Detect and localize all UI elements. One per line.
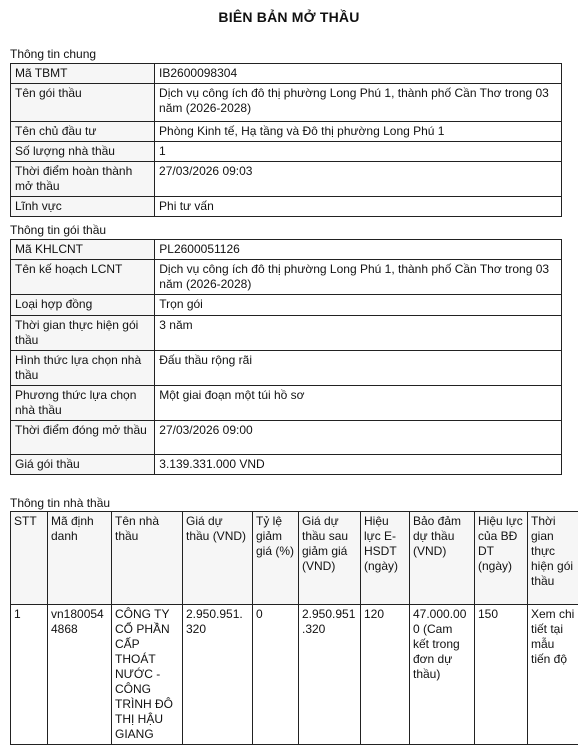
column-header: Hiệu lực của BĐ DT (ngày) (475, 512, 528, 605)
field-value: IB2600098304 (155, 64, 562, 84)
field-label: Lĩnh vực (11, 197, 155, 217)
general-info-table (10, 63, 562, 217)
field-value: 3 năm (155, 316, 562, 351)
general-row (11, 84, 562, 122)
column-header: Giá dự thầu (VND) (183, 512, 253, 605)
field-value: 3.139.331.000 VND (155, 455, 562, 475)
document-title: BIÊN BẢN MỞ THẦU (218, 9, 360, 25)
column-header: Giá dự thầu sau giảm giá (VND) (299, 512, 361, 605)
bidder-cell: 1 (11, 605, 48, 745)
field-label: Giá gói thầu (11, 455, 155, 475)
bidder-row (11, 605, 578, 745)
general-row (11, 197, 562, 217)
bidder-info-heading: Thông tin nhà thầu (10, 496, 111, 510)
field-label: Tên gói thầu (11, 84, 155, 122)
column-header: Bảo đảm dự thầu (VND) (410, 512, 475, 605)
field-label: Tên kế hoạch LCNT (11, 260, 155, 295)
field-value: Dịch vụ công ích đô thị phường Long Phú 1, thành phố Cần Thơ trong 03 năm (2026-2028) (155, 84, 562, 122)
general-row (11, 64, 562, 84)
field-label: Thời điểm đóng mở thầu (11, 421, 155, 455)
package-row (11, 295, 562, 316)
field-value: 1 (155, 142, 562, 162)
bidder-cell: vn1800544868 (48, 605, 112, 745)
field-label: Thời điểm hoàn thành mở thầu (11, 162, 155, 197)
column-header: STT (11, 512, 48, 605)
package-row (11, 455, 562, 475)
column-header: Mã định danh (48, 512, 112, 605)
field-label: Hình thức lựa chọn nhà thầu (11, 351, 155, 386)
bidder-cell: 150 (475, 605, 528, 745)
general-row (11, 122, 562, 142)
package-row (11, 386, 562, 421)
field-label: Mã TBMT (11, 64, 155, 84)
field-label: Mã KHLCNT (11, 240, 155, 260)
field-label: Số lượng nhà thầu (11, 142, 155, 162)
bidder-cell: 47.000.000 (Cam kết trong đơn dự thầu) (410, 605, 475, 745)
bidder-cell: 0 (253, 605, 299, 745)
bidder-cell: Xem chi tiết tại mẫu tiến độ (528, 605, 578, 745)
package-row (11, 240, 562, 260)
package-row (11, 421, 562, 455)
field-label: Loại hợp đồng (11, 295, 155, 316)
field-value: Một giai đoạn một túi hồ sơ (155, 386, 562, 421)
package-info-heading: Thông tin gói thầu (10, 223, 107, 237)
field-value: Trọn gói (155, 295, 562, 316)
column-header: Hiệu lực E-HSDT (ngày) (361, 512, 410, 605)
general-row (11, 142, 562, 162)
bidder-cell: 2.950.951.320 (299, 605, 361, 745)
package-row (11, 351, 562, 386)
column-header: Thời gian thực hiện gói thầu (528, 512, 578, 605)
field-value: Phi tư vấn (155, 197, 562, 217)
field-value: 27/03/2026 09:03 (155, 162, 562, 197)
field-value: Đấu thầu rộng rãi (155, 351, 562, 386)
field-value: 27/03/2026 09:00 (155, 421, 562, 455)
field-value: Dịch vụ công ích đô thị phường Long Phú 1, thành phố Cần Thơ trong 03 năm (2026-2028) (155, 260, 562, 295)
bidder-cell: 120 (361, 605, 410, 745)
column-header: Tên nhà thầu (112, 512, 183, 605)
bidder-header-row (11, 512, 578, 605)
column-header: Tỷ lệ giảm giá (%) (253, 512, 299, 605)
field-value: PL2600051126 (155, 240, 562, 260)
package-row (11, 316, 562, 351)
general-row (11, 162, 562, 197)
field-label: Thời gian thực hiện gói thầu (11, 316, 155, 351)
package-row (11, 260, 562, 295)
field-value: Phòng Kinh tế, Hạ tầng và Đô thị phường Long Phú 1 (155, 122, 562, 142)
general-info-heading: Thông tin chung (10, 47, 97, 61)
bidder-cell: 2.950.951.320 (183, 605, 253, 745)
package-info-table (10, 239, 562, 475)
bidder-cell: CÔNG TY CỔ PHẦN CẤP THOÁT NƯỚC - CÔNG TRÌNH ĐÔ THỊ HẬU GIANG (112, 605, 183, 745)
field-label: Tên chủ đầu tư (11, 122, 155, 142)
field-label: Phương thức lựa chọn nhà thầu (11, 386, 155, 421)
bidder-info-table (10, 511, 578, 745)
